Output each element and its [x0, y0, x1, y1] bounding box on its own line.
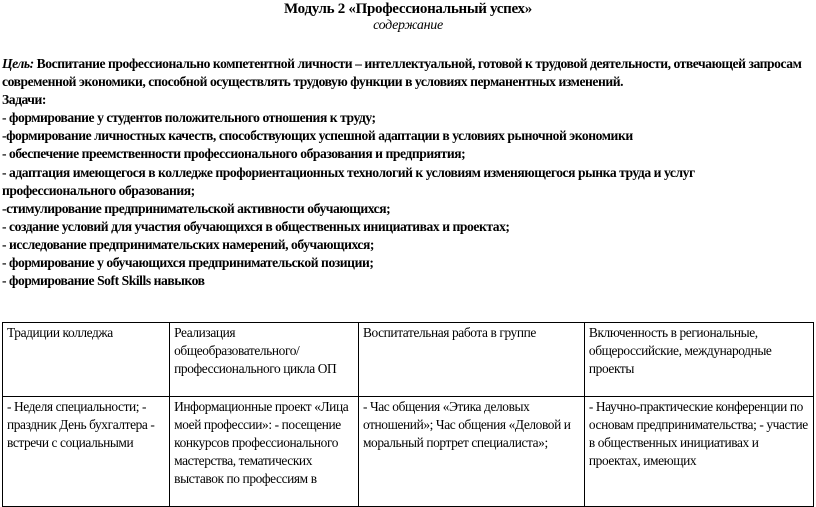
task-item: -формирование личностных качеств, способствующих успешной адаптации в условиях рыночной экономики: [2, 128, 633, 144]
table-cell: Информационные проект «Лица моей профессии»: - посещение конкурсов профессионального мастерства, тематических выставок по профессиям в: [170, 397, 359, 507]
table-header-cell: Реализация общеобразовательного/ профессионального цикла ОП: [170, 323, 359, 397]
goal-text: Воспитание профессионально компетентной личности – интеллектуальной, готовой к трудовой деятельности, отвечающей запросам современной экономики, способной осуществлять трудовую функции в условиях перманентных изменений.: [2, 56, 802, 90]
module-table: [2, 322, 814, 507]
task-item: - создание условий для участия обучающихся в общественных инициативах и проектах;: [2, 218, 510, 234]
task-item: - обеспечение преемственности профессионального образования и предприятия;: [2, 146, 466, 162]
document-subtitle: содержание: [373, 18, 443, 33]
table-cell: - Научно-практические конференции по основам предпринимательства; - участие в общественных инициативах и проектах, имеющих: [584, 397, 813, 507]
task-item: - исследование предпринимательских намерений, обучающихся;: [2, 236, 374, 252]
table-cell: - Час общения «Этика деловых отношений»; Час общения «Деловой и моральный портрет специалиста»;: [358, 397, 584, 507]
table-row: [3, 397, 814, 507]
document-body: [2, 55, 810, 290]
tasks-title: Задачи:: [2, 92, 46, 108]
goal-paragraph: [2, 55, 810, 91]
table-cell: - Неделя специальности; - праздник День бухгалтера - встречи с социальными: [3, 397, 170, 507]
table-header-cell: Традиции колледжа: [3, 323, 170, 397]
table-header-cell: Включенность в региональные, общероссийские, международные проекты: [584, 323, 813, 397]
document-title: Модуль 2 «Профессиональный успех»: [284, 1, 532, 17]
task-item: - формирование у обучающихся предпринимательской позиции;: [2, 255, 374, 271]
goal-label: Цель:: [2, 56, 34, 71]
table-header-row: [3, 323, 814, 397]
task-item: - адаптация имеющегося в колледже профориентационных технологий к условиям изменяющегося рынка труда и услуг профессионального образования;: [2, 164, 695, 198]
task-item: - формирование Soft Skills навыков: [2, 273, 205, 289]
task-item: -стимулирование предпринимательской активности обучающихся;: [2, 200, 391, 216]
table-header-cell: Воспитательная работа в группе: [358, 323, 584, 397]
task-item: - формирование у студентов положительного отношения к труду;: [2, 110, 376, 126]
